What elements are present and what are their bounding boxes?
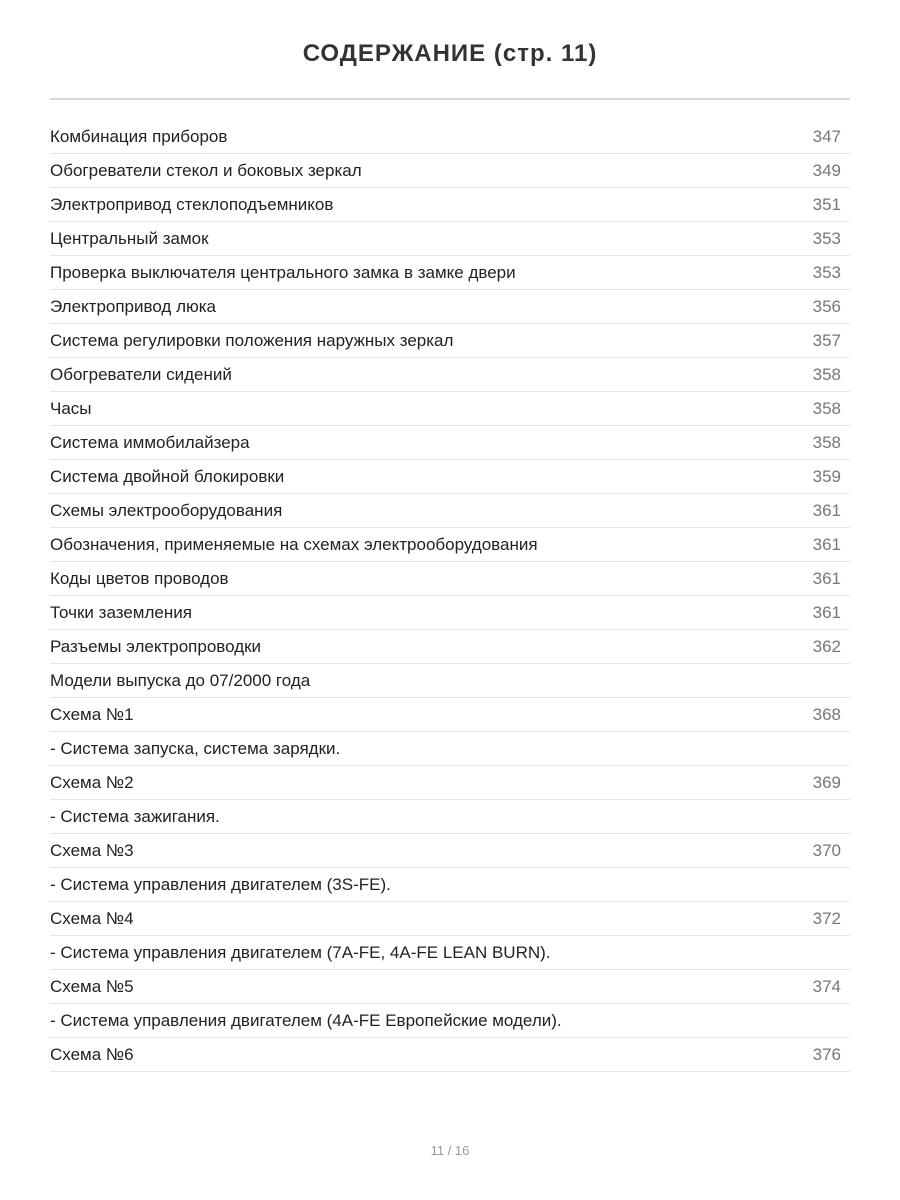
toc-entry[interactable] <box>50 392 850 426</box>
toc-entry-page: 361 <box>812 602 841 622</box>
toc-entry-title: Коды цветов проводов <box>50 568 229 588</box>
toc-entry-page: 372 <box>812 908 841 928</box>
toc-entry-title: Точки заземления <box>50 602 192 622</box>
toc-entry-page: 353 <box>812 228 841 248</box>
toc-entry-page: 349 <box>812 160 841 180</box>
toc-entry[interactable] <box>50 460 850 494</box>
toc-entry-title: - Система управления двигателем (4A-FE Европейские модели). <box>50 1010 562 1030</box>
toc-entry-page: 357 <box>812 330 841 350</box>
toc-entry-title: - Система запуска, система зарядки. <box>50 738 341 758</box>
toc-entry-title: Разъемы электропроводки <box>50 636 262 656</box>
toc-entry-title: Схема №5 <box>50 976 134 996</box>
toc-entry[interactable] <box>50 188 850 222</box>
toc-entry-title: Часы <box>50 398 92 418</box>
toc-entry-page: 369 <box>812 772 841 792</box>
toc-entry[interactable] <box>50 596 850 630</box>
toc-entry[interactable] <box>50 222 850 256</box>
page-title: СОДЕРЖАНИЕ (стр. 11) <box>302 40 598 67</box>
toc-entry[interactable] <box>50 902 850 936</box>
toc-entry-title: Центральный замок <box>50 228 209 248</box>
toc-entry[interactable] <box>50 426 850 460</box>
page-indicator: 11 / 16 <box>430 1143 470 1158</box>
toc-entry[interactable] <box>50 834 850 868</box>
toc-entry[interactable] <box>50 1004 850 1038</box>
toc-entry-title: - Система управления двигателем (7A-FE, 4A-FE LEAN BURN). <box>50 942 551 962</box>
toc-entry-page: 368 <box>812 704 841 724</box>
toc-entry-title: - Система управления двигателем (3S-FE). <box>50 874 391 894</box>
toc-entry-title: - Система зажигания. <box>50 806 220 826</box>
toc-entry[interactable] <box>50 664 850 698</box>
toc-entry-page: 356 <box>812 296 841 316</box>
toc-entry[interactable] <box>50 630 850 664</box>
toc-entry-title: Схема №3 <box>50 840 134 860</box>
toc-entry-page: 347 <box>812 126 841 146</box>
toc-entry-page: 374 <box>812 976 841 996</box>
toc-entry-page: 353 <box>812 262 841 282</box>
toc-entry[interactable] <box>50 766 850 800</box>
toc-entry[interactable] <box>50 358 850 392</box>
toc-entry-page: 370 <box>812 840 841 860</box>
toc-entry-title: Обогреватели стекол и боковых зеркал <box>50 160 362 180</box>
toc-entry-page: 351 <box>812 194 841 214</box>
toc-entry[interactable] <box>50 970 850 1004</box>
toc-entry[interactable] <box>50 528 850 562</box>
toc-entry-title: Система иммобилайзера <box>50 432 250 452</box>
toc-entry-title: Модели выпуска до 07/2000 года <box>50 670 311 690</box>
toc-entry-page: 361 <box>812 500 841 520</box>
toc-entry-title: Проверка выключателя центрального замка в замке двери <box>50 262 516 282</box>
toc-entry-title: Схема №1 <box>50 704 134 724</box>
toc-entry-page: 362 <box>812 636 841 656</box>
toc-entry-title: Электропривод люка <box>50 296 217 316</box>
toc-entry-title: Обогреватели сидений <box>50 364 232 384</box>
toc-entry-title: Система регулировки положения наружных зеркал <box>50 330 454 350</box>
toc-entry[interactable] <box>50 154 850 188</box>
toc-entry-title: Система двойной блокировки <box>50 466 285 486</box>
toc-entry[interactable] <box>50 698 850 732</box>
toc-entry[interactable] <box>50 290 850 324</box>
toc-entry-page: 359 <box>812 466 841 486</box>
toc-entry-page: 358 <box>812 432 841 452</box>
title-divider <box>50 98 850 100</box>
toc-entry-title: Электропривод стеклоподъемников <box>50 194 334 214</box>
toc-entry[interactable] <box>50 732 850 766</box>
toc-entry[interactable] <box>50 936 850 970</box>
toc-entry[interactable] <box>50 494 850 528</box>
toc-entry[interactable] <box>50 324 850 358</box>
toc-entry-title: Схема №4 <box>50 908 134 928</box>
toc-entry-page: 358 <box>812 364 841 384</box>
toc-entry[interactable] <box>50 120 850 154</box>
toc-entry-page: 361 <box>812 568 841 588</box>
toc-entry-title: Схема №6 <box>50 1044 134 1064</box>
toc-entry-title: Схема №2 <box>50 772 134 792</box>
toc-entry[interactable] <box>50 256 850 290</box>
toc-entry[interactable] <box>50 868 850 902</box>
toc-entry-title: Схемы электрооборудования <box>50 500 283 520</box>
toc-entry-title: Обозначения, применяемые на схемах электрооборудования <box>50 534 538 554</box>
toc-entry-page: 376 <box>812 1044 841 1064</box>
toc-entry[interactable] <box>50 562 850 596</box>
toc-list <box>50 120 850 1072</box>
toc-entry-page: 358 <box>812 398 841 418</box>
toc-entry[interactable] <box>50 1038 850 1072</box>
toc-entry-title: Комбинация приборов <box>50 126 228 146</box>
toc-entry-page: 361 <box>812 534 841 554</box>
toc-entry[interactable] <box>50 800 850 834</box>
